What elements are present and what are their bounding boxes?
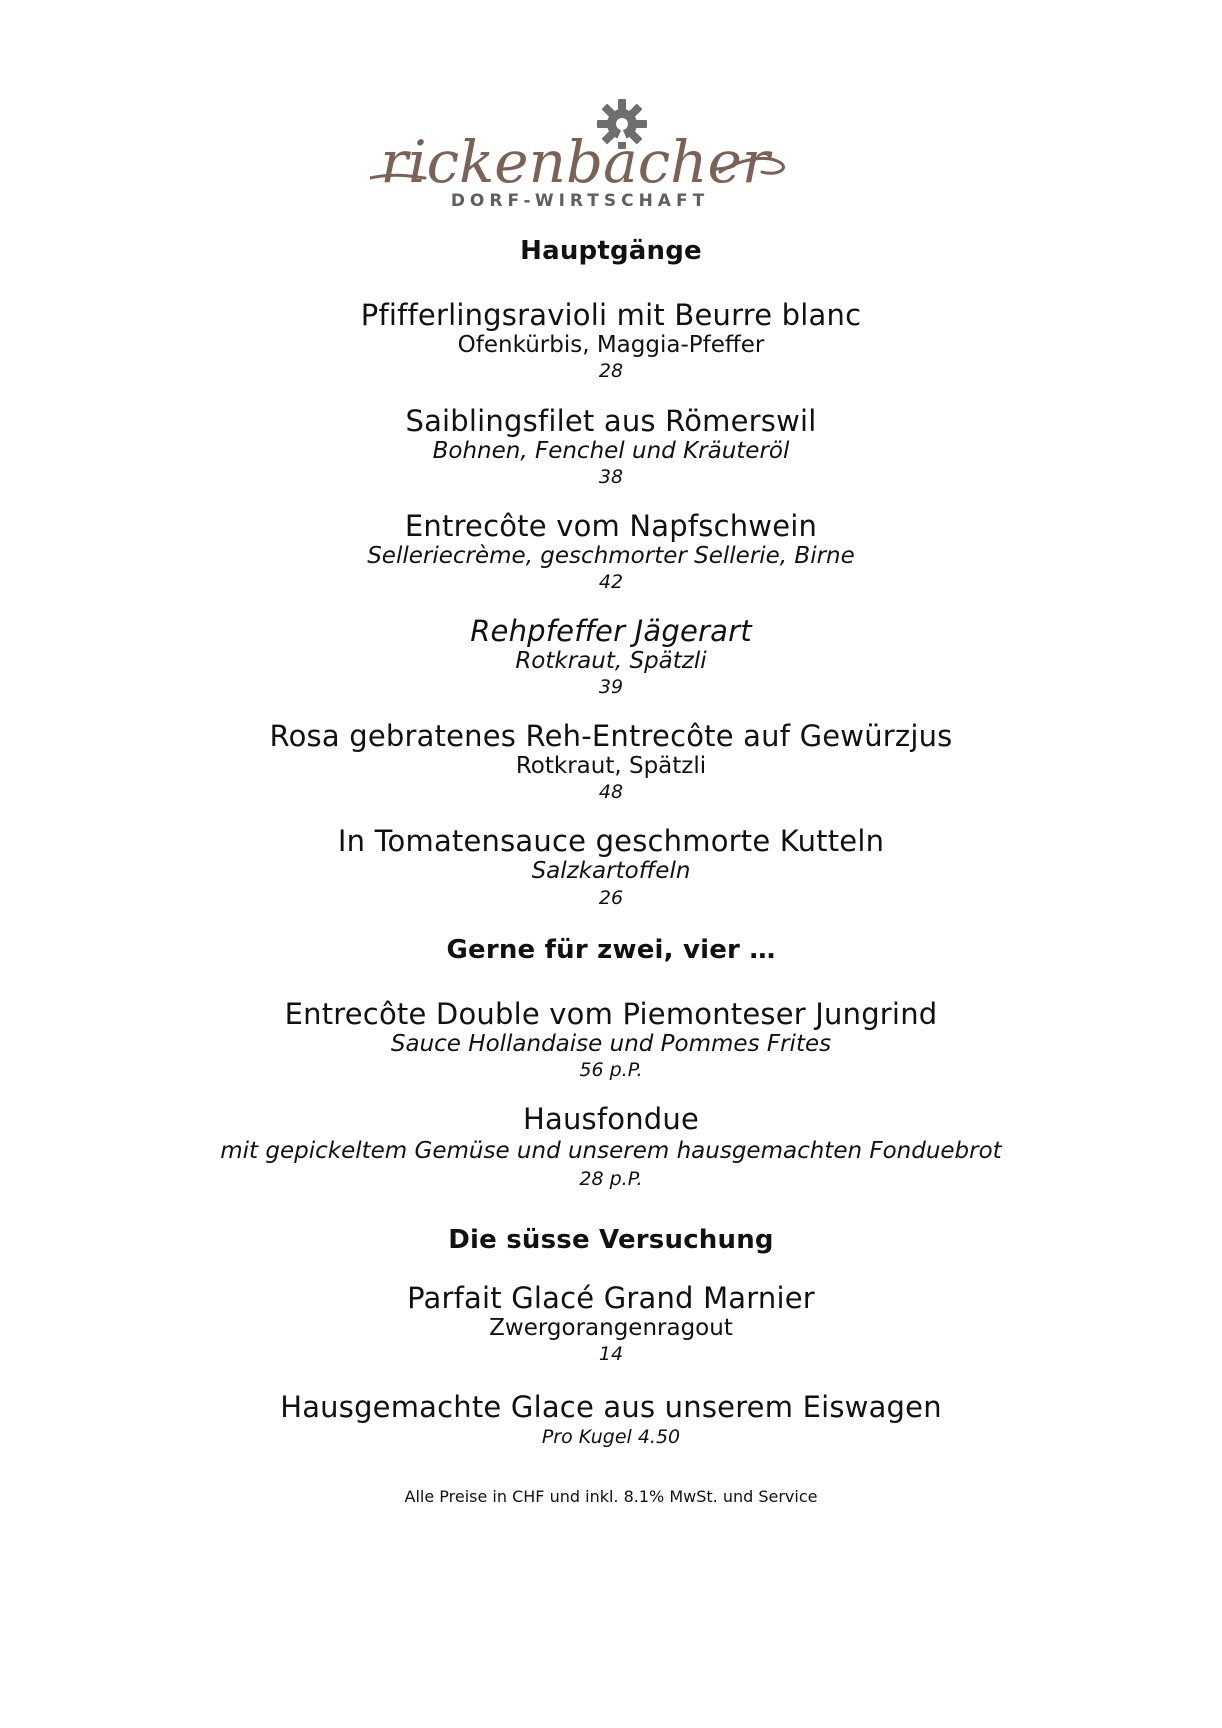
dish-name: Rehpfeffer Jägerart	[470, 614, 752, 648]
dish-price: 28 p.P.	[579, 1168, 643, 1190]
dish-description: Pro Kugel 4.50	[541, 1426, 681, 1448]
dish-price: 39	[598, 676, 624, 698]
dish-name: Saiblingsfilet aus Römerswil	[405, 404, 817, 438]
dish-description: Salzkartoffeln	[531, 858, 691, 884]
dish-description: Zwergorangenragout	[489, 1315, 733, 1341]
brand-subtitle-text: DORF-WIRTSCHAFT	[450, 191, 710, 211]
dish-price: 14	[598, 1343, 624, 1365]
logo-graphic	[370, 92, 850, 242]
dish-price: 56 p.P.	[579, 1059, 643, 1081]
dish-description: Sauce Hollandaise und Pommes Frites	[390, 1031, 832, 1057]
dish-name: Pfifferlingsravioli mit Beurre blanc	[360, 298, 862, 332]
dish-description: Rotkraut, Spätzli	[515, 648, 707, 674]
dish-name: Hausfondue	[522, 1102, 700, 1136]
restaurant-logo	[370, 92, 850, 242]
dish-description: Selleriecrème, geschmorter Sellerie, Birne	[367, 543, 855, 569]
brand-script-text: rickenbacher	[380, 128, 770, 196]
section-title-main: Hauptgänge	[520, 236, 702, 266]
dish-description: mit gepickeltem Gemüse und unserem hausgemachten Fonduebrot	[220, 1138, 1002, 1164]
dish-name: In Tomatensauce geschmorte Kutteln	[337, 824, 885, 858]
dish-name: Parfait Glacé Grand Marnier	[407, 1281, 815, 1315]
price-footnote: Alle Preise in CHF und inkl. 8.1% MwSt. und Service	[404, 1487, 818, 1506]
dish-price: 42	[598, 571, 624, 593]
dish-name: Rosa gebratenes Reh-Entrecôte auf Gewürzjus	[269, 719, 953, 753]
dish-price: 38	[598, 466, 624, 488]
dish-description: Bohnen, Fenchel und Kräuteröl	[432, 438, 790, 464]
dish-price: 28	[598, 360, 624, 382]
dish-price: 26	[598, 887, 624, 909]
dish-name: Entrecôte vom Napfschwein	[404, 509, 818, 543]
dish-name: Entrecôte Double vom Piemonteser Jungrind	[284, 997, 938, 1031]
dish-description: Rotkraut, Spätzli	[515, 753, 707, 779]
section-title-dessert: Die süsse Versuchung	[448, 1225, 774, 1255]
dish-name: Hausgemachte Glace aus unserem Eiswagen	[280, 1390, 942, 1424]
section-title-sharing: Gerne für zwei, vier …	[446, 935, 776, 965]
dish-description: Ofenkürbis, Maggia-Pfeffer	[457, 332, 765, 358]
dish-price: 48	[598, 781, 624, 803]
